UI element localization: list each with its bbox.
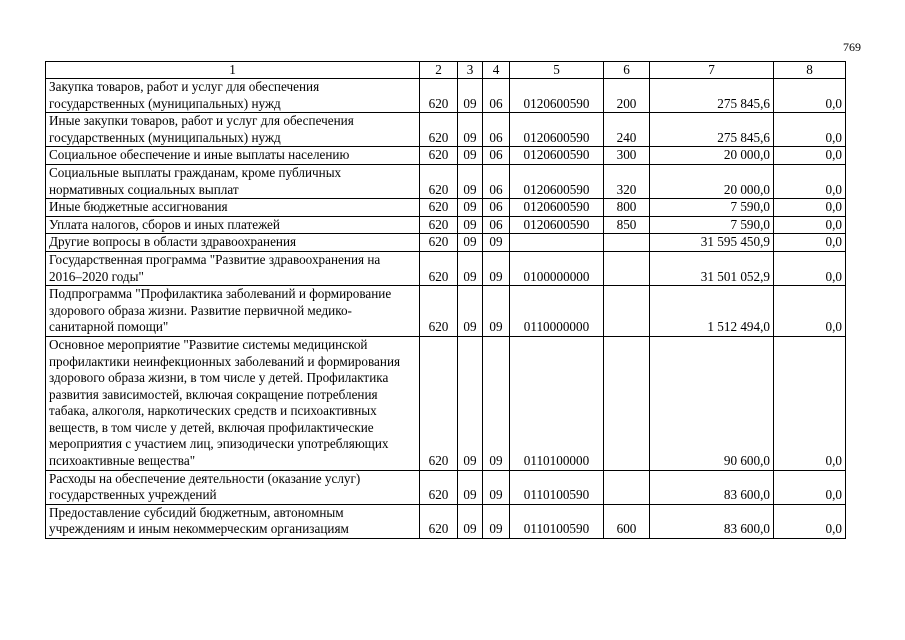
section-code: 09 — [458, 79, 483, 113]
amount-cell: 0,0 — [774, 164, 846, 198]
table-row — [46, 164, 846, 198]
subsection-code: 06 — [483, 147, 510, 165]
expense-type-code: 600 — [604, 504, 650, 538]
expense-name: Другие вопросы в области здравоохранения — [46, 234, 420, 252]
expense-name: Уплата налогов, сборов и иных платежей — [46, 216, 420, 234]
expense-name: Основное мероприятие "Развитие системы медицинской профилактики неинфекционных заболеваний и формирования здорового образа жизни, в том числе у детей. Профилактика развития зависимостей, включая сокращение потребления табака, алкоголя, наркотических средств и психоактивных веществ, в том числе у детей, включая профилактические мероприятия с участием лиц, эпизодически употребляющих психоактивные вещества" — [46, 336, 420, 470]
target-article-code: 0120600590 — [510, 216, 604, 234]
expense-type-code: 300 — [604, 147, 650, 165]
amount-cell: 20 000,0 — [650, 164, 774, 198]
target-article-code: 0120600590 — [510, 199, 604, 217]
subsection-code: 06 — [483, 199, 510, 217]
target-article-code — [510, 234, 604, 252]
ministry-code: 620 — [420, 336, 458, 470]
section-code: 09 — [458, 470, 483, 504]
section-code: 09 — [458, 234, 483, 252]
subsection-code: 06 — [483, 164, 510, 198]
header-cell: 7 — [650, 62, 774, 79]
table-row — [46, 470, 846, 504]
amount-cell: 0,0 — [774, 147, 846, 165]
ministry-code: 620 — [420, 147, 458, 165]
amount-cell: 1 512 494,0 — [650, 286, 774, 337]
expense-type-code — [604, 470, 650, 504]
section-code: 09 — [458, 336, 483, 470]
ministry-code: 620 — [420, 504, 458, 538]
table-row — [46, 79, 846, 113]
subsection-code: 09 — [483, 251, 510, 285]
amount-cell: 0,0 — [774, 336, 846, 470]
table-header-row — [46, 62, 846, 79]
header-cell: 5 — [510, 62, 604, 79]
amount-cell: 83 600,0 — [650, 470, 774, 504]
section-code: 09 — [458, 216, 483, 234]
amount-cell: 0,0 — [774, 504, 846, 538]
expense-type-code: 800 — [604, 199, 650, 217]
expense-name: Иные закупки товаров, работ и услуг для обеспечения государственных (муниципальных) нужд — [46, 113, 420, 147]
header-cell: 1 — [46, 62, 420, 79]
table-row — [46, 286, 846, 337]
subsection-code: 09 — [483, 286, 510, 337]
ministry-code: 620 — [420, 470, 458, 504]
expense-name: Иные бюджетные ассигнования — [46, 199, 420, 217]
amount-cell: 0,0 — [774, 470, 846, 504]
budget-table — [45, 61, 846, 539]
ministry-code: 620 — [420, 113, 458, 147]
expense-name: Социальные выплаты гражданам, кроме публичных нормативных социальных выплат — [46, 164, 420, 198]
ministry-code: 620 — [420, 286, 458, 337]
target-article-code: 0110000000 — [510, 286, 604, 337]
expense-name: Закупка товаров, работ и услуг для обеспечения государственных (муниципальных) нужд — [46, 79, 420, 113]
header-cell: 3 — [458, 62, 483, 79]
table-row — [46, 216, 846, 234]
section-code: 09 — [458, 251, 483, 285]
amount-cell: 20 000,0 — [650, 147, 774, 165]
expense-name: Социальное обеспечение и иные выплаты населению — [46, 147, 420, 165]
target-article-code: 0120600590 — [510, 164, 604, 198]
subsection-code: 09 — [483, 504, 510, 538]
table-row — [46, 251, 846, 285]
ministry-code: 620 — [420, 234, 458, 252]
amount-cell: 0,0 — [774, 216, 846, 234]
table-row — [46, 234, 846, 252]
ministry-code: 620 — [420, 79, 458, 113]
section-code: 09 — [458, 199, 483, 217]
expense-type-code — [604, 251, 650, 285]
header-cell: 4 — [483, 62, 510, 79]
ministry-code: 620 — [420, 251, 458, 285]
amount-cell: 7 590,0 — [650, 216, 774, 234]
amount-cell: 275 845,6 — [650, 79, 774, 113]
target-article-code: 0120600590 — [510, 113, 604, 147]
amount-cell: 31 595 450,9 — [650, 234, 774, 252]
amount-cell: 0,0 — [774, 234, 846, 252]
ministry-code: 620 — [420, 199, 458, 217]
amount-cell: 31 501 052,9 — [650, 251, 774, 285]
expense-name: Предоставление субсидий бюджетным, автономным учреждениям и иным некоммерческим организациям — [46, 504, 420, 538]
target-article-code: 0120600590 — [510, 79, 604, 113]
subsection-code: 06 — [483, 113, 510, 147]
subsection-code: 09 — [483, 336, 510, 470]
target-article-code: 0110100000 — [510, 336, 604, 470]
header-cell: 6 — [604, 62, 650, 79]
expense-type-code: 200 — [604, 79, 650, 113]
expense-type-code — [604, 286, 650, 337]
table-row — [46, 113, 846, 147]
table-row — [46, 504, 846, 538]
section-code: 09 — [458, 147, 483, 165]
expense-type-code — [604, 234, 650, 252]
section-code: 09 — [458, 113, 483, 147]
target-article-code: 0100000000 — [510, 251, 604, 285]
amount-cell: 0,0 — [774, 113, 846, 147]
amount-cell: 83 600,0 — [650, 504, 774, 538]
amount-cell: 7 590,0 — [650, 199, 774, 217]
target-article-code: 0110100590 — [510, 504, 604, 538]
expense-name: Подпрограмма "Профилактика заболеваний и формирование здорового образа жизни. Развитие первичной медико-санитарной помощи" — [46, 286, 420, 337]
amount-cell: 275 845,6 — [650, 113, 774, 147]
amount-cell: 0,0 — [774, 199, 846, 217]
expense-type-code: 320 — [604, 164, 650, 198]
subsection-code: 09 — [483, 470, 510, 504]
expense-type-code: 240 — [604, 113, 650, 147]
subsection-code: 06 — [483, 79, 510, 113]
header-cell: 8 — [774, 62, 846, 79]
ministry-code: 620 — [420, 164, 458, 198]
amount-cell: 90 600,0 — [650, 336, 774, 470]
page-number: 769 — [843, 40, 861, 54]
expense-type-code — [604, 336, 650, 470]
table-row — [46, 336, 846, 470]
target-article-code: 0110100590 — [510, 470, 604, 504]
section-code: 09 — [458, 286, 483, 337]
header-cell: 2 — [420, 62, 458, 79]
ministry-code: 620 — [420, 216, 458, 234]
target-article-code: 0120600590 — [510, 147, 604, 165]
expense-name: Государственная программа "Развитие здравоохранения на 2016–2020 годы" — [46, 251, 420, 285]
expense-name: Расходы на обеспечение деятельности (оказание услуг) государственных учреждений — [46, 470, 420, 504]
table-row — [46, 199, 846, 217]
subsection-code: 09 — [483, 234, 510, 252]
amount-cell: 0,0 — [774, 251, 846, 285]
section-code: 09 — [458, 504, 483, 538]
expense-type-code: 850 — [604, 216, 650, 234]
amount-cell: 0,0 — [774, 286, 846, 337]
subsection-code: 06 — [483, 216, 510, 234]
amount-cell: 0,0 — [774, 79, 846, 113]
table-row — [46, 147, 846, 165]
section-code: 09 — [458, 164, 483, 198]
